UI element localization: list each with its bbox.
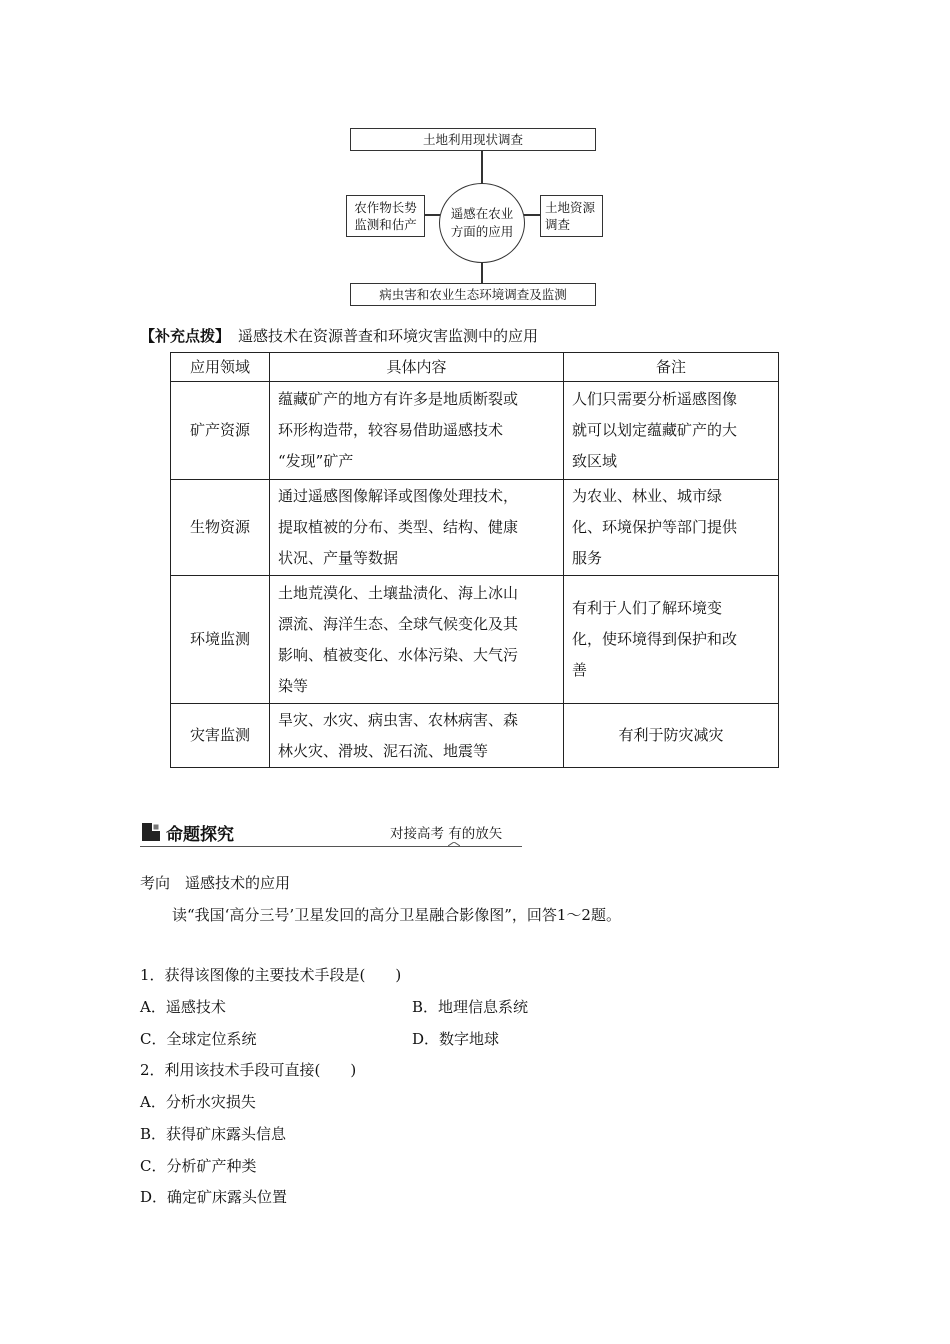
note-line: 化、环境保护等部门提供 xyxy=(572,518,738,536)
table-row xyxy=(171,480,779,576)
diagram-left-line1: 农作物长势 xyxy=(354,200,417,215)
table-cell-field: 环境监测 xyxy=(171,576,270,704)
content-line: 漂流、海洋生态、全球气候变化及其 xyxy=(278,614,519,633)
diagram-box-right xyxy=(540,195,603,237)
note-line: 服务 xyxy=(572,549,603,567)
q2-option-c: C．分析矿产种类 xyxy=(140,1157,257,1175)
table-header-row xyxy=(171,353,779,382)
q2-option-d: D．确定矿床露头位置 xyxy=(140,1188,288,1206)
section-title: 命题探究 xyxy=(166,825,234,845)
table-row xyxy=(171,382,779,480)
q1-option-b: B．地理信息系统 xyxy=(412,998,529,1016)
direction-label: 考向 遥感技术的应用 xyxy=(140,874,291,892)
note-line: 致区域 xyxy=(572,452,618,470)
q1-option-a: A．遥感技术 xyxy=(140,998,226,1016)
diagram-center-line2: 方面的应用 xyxy=(450,224,514,239)
table-row xyxy=(171,704,779,768)
diagram-center-oval xyxy=(439,183,525,263)
supplement-heading xyxy=(140,325,538,346)
note-line: 为农业、林业、城市绿 xyxy=(572,487,723,505)
diagram-bottom-text: 病虫害和农业生态环境调查及监测 xyxy=(379,287,567,302)
content-line: 通过遥感图像解译或图像处理技术， xyxy=(278,487,519,505)
diagram-right-line2: 调查 xyxy=(545,217,571,232)
table-cell-note xyxy=(564,576,779,704)
section-subtitle: 对接高考 有的放矢 xyxy=(390,826,503,842)
table-row xyxy=(171,576,779,704)
section-header xyxy=(140,820,522,850)
diagram-right-line1: 土地资源 xyxy=(545,200,596,215)
table-cell-note xyxy=(564,480,779,576)
note-line: 就可以划定蕴藏矿产的大 xyxy=(572,421,738,439)
note-line: 善 xyxy=(572,661,588,679)
table-header-cell: 具体内容 xyxy=(270,353,564,382)
note-line: 有利于防灾减灾 xyxy=(618,726,724,744)
q2-stem: 2．利用该技术手段可直接( ) xyxy=(140,1061,357,1079)
table-cell-content xyxy=(270,704,564,768)
supplement-tag: 【补充点拨】 xyxy=(140,327,231,345)
content-line: 环形构造带，较容易借助遥感技术 xyxy=(278,421,504,439)
content-line: 土地荒漠化、土壤盐渍化、海上冰山 xyxy=(278,583,519,602)
table-cell-field: 生物资源 xyxy=(171,480,270,576)
content-line: 林火灾、滑坡、泥石流、地震等 xyxy=(278,741,489,760)
supplement-title: 遥感技术在资源普查和环境灾害监测中的应用 xyxy=(238,327,539,345)
connector-top xyxy=(481,150,483,184)
table-cell-note xyxy=(564,704,779,768)
connector-bottom xyxy=(481,262,483,284)
table-cell-note xyxy=(564,382,779,480)
table-cell-content xyxy=(270,382,564,480)
diagram-top-text: 土地利用现状调查 xyxy=(422,132,523,147)
q2-option-b: B．获得矿床露头信息 xyxy=(140,1125,287,1143)
table-cell-field: 矿产资源 xyxy=(171,382,270,480)
content-line: 影响、植被变化、水体污染、大气污 xyxy=(278,645,519,664)
q1-option-c: C．全球定位系统 xyxy=(140,1030,257,1048)
connector-right xyxy=(524,214,541,216)
table-cell-content xyxy=(270,576,564,704)
section-square-icon xyxy=(142,823,160,841)
note-line: 人们只需要分析遥感图像 xyxy=(572,390,738,408)
diagram-box-top xyxy=(350,128,596,151)
diagram-box-left xyxy=(346,195,425,237)
note-line: 有利于人们了解环境变 xyxy=(572,599,723,617)
content-line: “发现”矿产 xyxy=(278,452,354,470)
table-cell-content xyxy=(270,480,564,576)
q1-option-d: D．数字地球 xyxy=(412,1030,500,1048)
diagram-box-bottom xyxy=(350,283,596,306)
note-line: 化，使环境得到保护和改 xyxy=(572,630,738,648)
table-header-cell: 应用领域 xyxy=(171,353,270,382)
diagram-center-line1: 遥感在农业 xyxy=(450,206,514,221)
intro-text: 读“我国‘高分三号’卫星发回的高分卫星融合影像图”，回答1～2题。 xyxy=(172,906,621,924)
content-line: 蕴藏矿产的地方有许多是地质断裂或 xyxy=(278,390,519,408)
table-cell-field: 灾害监测 xyxy=(171,704,270,768)
content-line: 状况、产量等数据 xyxy=(278,549,399,567)
table-header-cell: 备注 xyxy=(564,353,779,382)
section-rule xyxy=(140,846,522,847)
connector-left xyxy=(424,214,440,216)
diagram-left-line2: 监测和估产 xyxy=(354,217,417,232)
content-line: 旱灾、水灾、病虫害、农林病害、森 xyxy=(278,710,519,729)
section-rule-notch xyxy=(448,842,460,848)
q1-stem: 1．获得该图像的主要技术手段是( ) xyxy=(140,966,402,984)
content-line: 染等 xyxy=(278,676,309,695)
content-line: 提取植被的分布、类型、结构、健康 xyxy=(278,518,519,536)
application-table xyxy=(170,352,779,768)
q2-option-a: A．分析水灾损失 xyxy=(140,1093,256,1111)
